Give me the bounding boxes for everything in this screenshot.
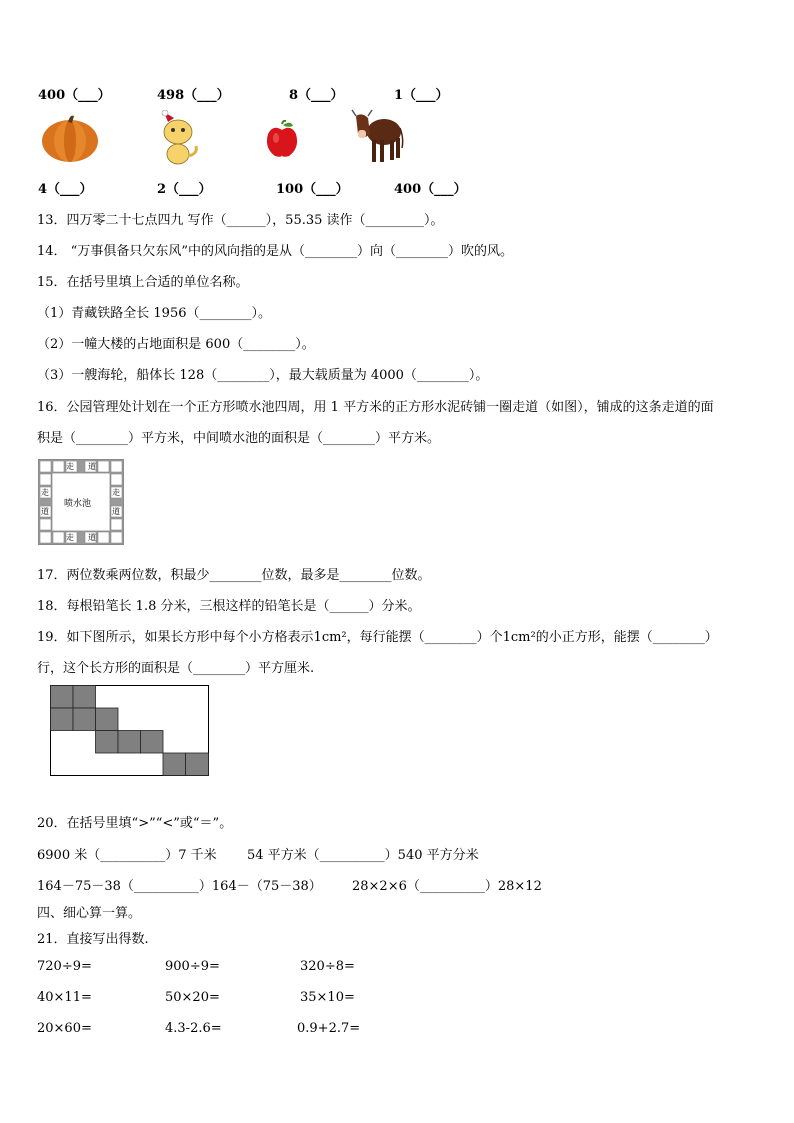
question-19-line1: 19．如下图所示，如果长方形中每个小方格表示1cm²，每行能摆（________）个1cm²的小正方形，能摆（________） xyxy=(37,630,718,645)
pool-label: 喷水池 xyxy=(64,499,92,509)
question-20: 20．在括号里填“>”“<”或“＝”。 xyxy=(37,816,233,831)
blank-498[interactable]: 498（___） xyxy=(157,88,230,103)
question-15-2: （2）一幢大楼的占地面积是 600（________）。 xyxy=(37,337,315,352)
question-17: 17．两位数乘两位数，积最少________位数，最多是________位数。 xyxy=(37,568,431,583)
compare-2[interactable]: 54 平方米（__________）540 平方分米 xyxy=(247,848,479,863)
question-14: 14． “万事俱备只欠东风”中的风向指的是从（________）向（________）吹的风。 xyxy=(37,244,513,259)
question-19-line2: 行，这个长方形的面积是（________）平方厘米. xyxy=(37,661,315,676)
walk-bottom-2: 道 xyxy=(88,533,96,542)
walk-right-2: 道 xyxy=(112,507,120,516)
blank-2[interactable]: 2（___） xyxy=(157,182,212,197)
calc-2-2[interactable]: 50×20= xyxy=(165,990,220,1005)
pumpkin-icon xyxy=(40,114,100,164)
walk-right-1: 走 xyxy=(112,488,120,497)
calc-1-3[interactable]: 320÷8= xyxy=(300,959,355,974)
calc-2-1[interactable]: 40×11= xyxy=(37,990,92,1005)
calc-3-2[interactable]: 4.3-2.6= xyxy=(165,1021,222,1036)
cow-icon xyxy=(350,108,404,166)
question-18: 18．每根铅笔长 1.8 分米，三根这样的铅笔长是（______）分米。 xyxy=(37,599,421,614)
compare-3[interactable]: 164－75－38（__________）164－（75－38） xyxy=(37,879,322,894)
question-15-3: （3）一艘海轮，船体长 128（________），最大载质量为 4000（________）。 xyxy=(37,368,489,383)
question-13: 13．四万零二十七点四九 写作（______），55.35 读作（_________）。 xyxy=(37,213,444,228)
question-15: 15．在括号里填上合适的单位名称。 xyxy=(37,275,249,290)
cat-icon xyxy=(158,110,202,166)
calc-1-1[interactable]: 720÷9= xyxy=(37,959,92,974)
blank-400b[interactable]: 400（___） xyxy=(394,182,467,197)
calc-1-2[interactable]: 900÷9= xyxy=(165,959,220,974)
blank-400[interactable]: 400（___） xyxy=(38,88,111,103)
walk-left-2: 道 xyxy=(41,507,49,516)
calc-3-1[interactable]: 20×60= xyxy=(37,1021,92,1036)
blank-100[interactable]: 100（___） xyxy=(276,182,349,197)
blank-4[interactable]: 4（___） xyxy=(38,182,93,197)
apple-icon xyxy=(265,120,299,158)
calc-3-3[interactable]: 0.9+2.7= xyxy=(297,1021,361,1036)
section-4-heading: 四、细心算一算。 xyxy=(37,906,142,921)
rectangle-grid-figure xyxy=(50,685,210,777)
question-15-1: （1）青藏铁路全长 1956（________）。 xyxy=(37,306,271,321)
walk-top-1: 走 xyxy=(66,462,74,471)
compare-4[interactable]: 28×2×6（__________）28×12 xyxy=(352,879,542,894)
walk-bottom-1: 走 xyxy=(66,533,74,542)
pool-figure xyxy=(38,459,124,545)
compare-1[interactable]: 6900 米（__________）7 千米 xyxy=(37,848,217,863)
question-16-line2: 积是（________）平方米，中间喷水池的面积是（________）平方米。 xyxy=(37,431,441,446)
question-21: 21．直接写出得数. xyxy=(37,932,149,947)
blank-1[interactable]: 1（___） xyxy=(394,88,449,103)
blank-8[interactable]: 8（___） xyxy=(289,88,344,103)
walk-left-1: 走 xyxy=(41,488,49,497)
calc-2-3[interactable]: 35×10= xyxy=(300,990,355,1005)
walk-top-2: 道 xyxy=(88,462,96,471)
question-16-line1: 16．公园管理处计划在一个正方形喷水池四周，用 1 平方米的正方形水泥砖铺一圈走道（如图），铺成的这条走道的面 xyxy=(37,400,714,415)
